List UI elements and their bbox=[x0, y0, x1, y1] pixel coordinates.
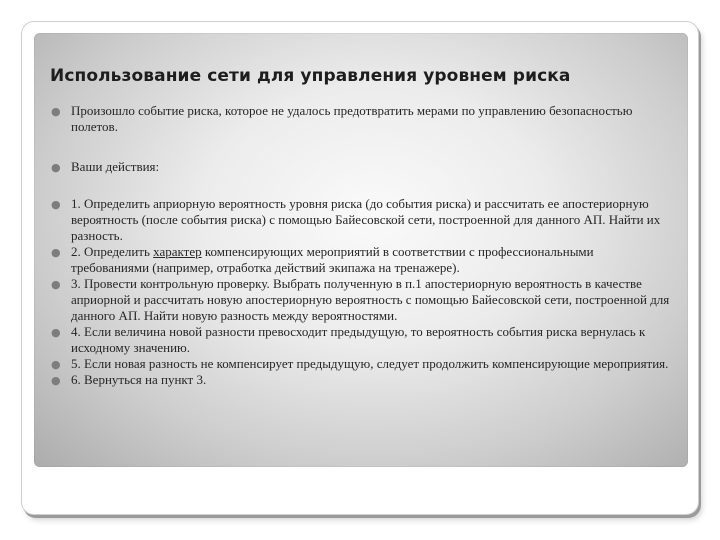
bullet-text: 4. Если величина новой разности превосходит предыдущую, то вероятность события риска вернулась к исходному значению. bbox=[71, 324, 646, 355]
bullet-text-start: 2. Определить bbox=[71, 244, 150, 259]
bullet-list bbox=[50, 103, 670, 388]
bullet-text: 5. Если новая разность не компенсирует предыдущую, следует продолжить компенсирующие мероприятия. bbox=[71, 356, 669, 371]
bullet-item bbox=[50, 159, 670, 175]
bullet-text: Ваши действия: bbox=[71, 159, 160, 174]
bullet-dot-icon: ● bbox=[51, 358, 61, 371]
bullet-dot-icon: ● bbox=[51, 105, 61, 118]
bullet-dot-icon: ● bbox=[51, 374, 61, 387]
bullet-dot-icon: ● bbox=[51, 198, 61, 211]
slide-title: Использование сети для управления уровнем риска bbox=[50, 66, 571, 86]
bullet-item bbox=[50, 372, 670, 388]
underlined-word: характер bbox=[153, 244, 202, 259]
bullet-text: Произошло событие риска, которое не удалось предотвратить мерами по управлению безопасностью полетов. bbox=[71, 103, 633, 134]
bullet-text: 3. Провести контрольную проверку. Выбрать полученную в п.1 апостериорную вероятность в качестве априорной и рассчитать новую апостериорную вероятность с помощью Байесовской сети, построенной для данного АП. Найти новую разность между вероятностями. bbox=[71, 276, 670, 323]
bullet-text: 6. Вернуться на пункт 3. bbox=[71, 372, 207, 387]
bullet-item bbox=[50, 324, 670, 356]
bullet-text: 1. Определить априорную вероятность уровня риска (до события риска) и рассчитать ее апостериорную вероятность (после события риска) с помощью Байесовской сети, построенной для данного АП. Найти их разность. bbox=[71, 196, 661, 243]
bullet-text-end: компенсирующих мероприятий в соответствии с профессиональными требованиями (например, отработка действий экипажа на тренажере). bbox=[71, 244, 594, 275]
bullet-item bbox=[50, 356, 670, 372]
bullet-dot-icon: ● bbox=[51, 161, 61, 174]
bullet-item bbox=[50, 244, 670, 276]
bullet-dot-icon: ● bbox=[51, 246, 61, 259]
bullet-item bbox=[50, 276, 670, 324]
bullet-dot-icon: ● bbox=[51, 326, 61, 339]
bullet-item bbox=[50, 103, 670, 135]
bullet-item bbox=[50, 196, 670, 244]
bullet-dot-icon: ● bbox=[51, 278, 61, 291]
